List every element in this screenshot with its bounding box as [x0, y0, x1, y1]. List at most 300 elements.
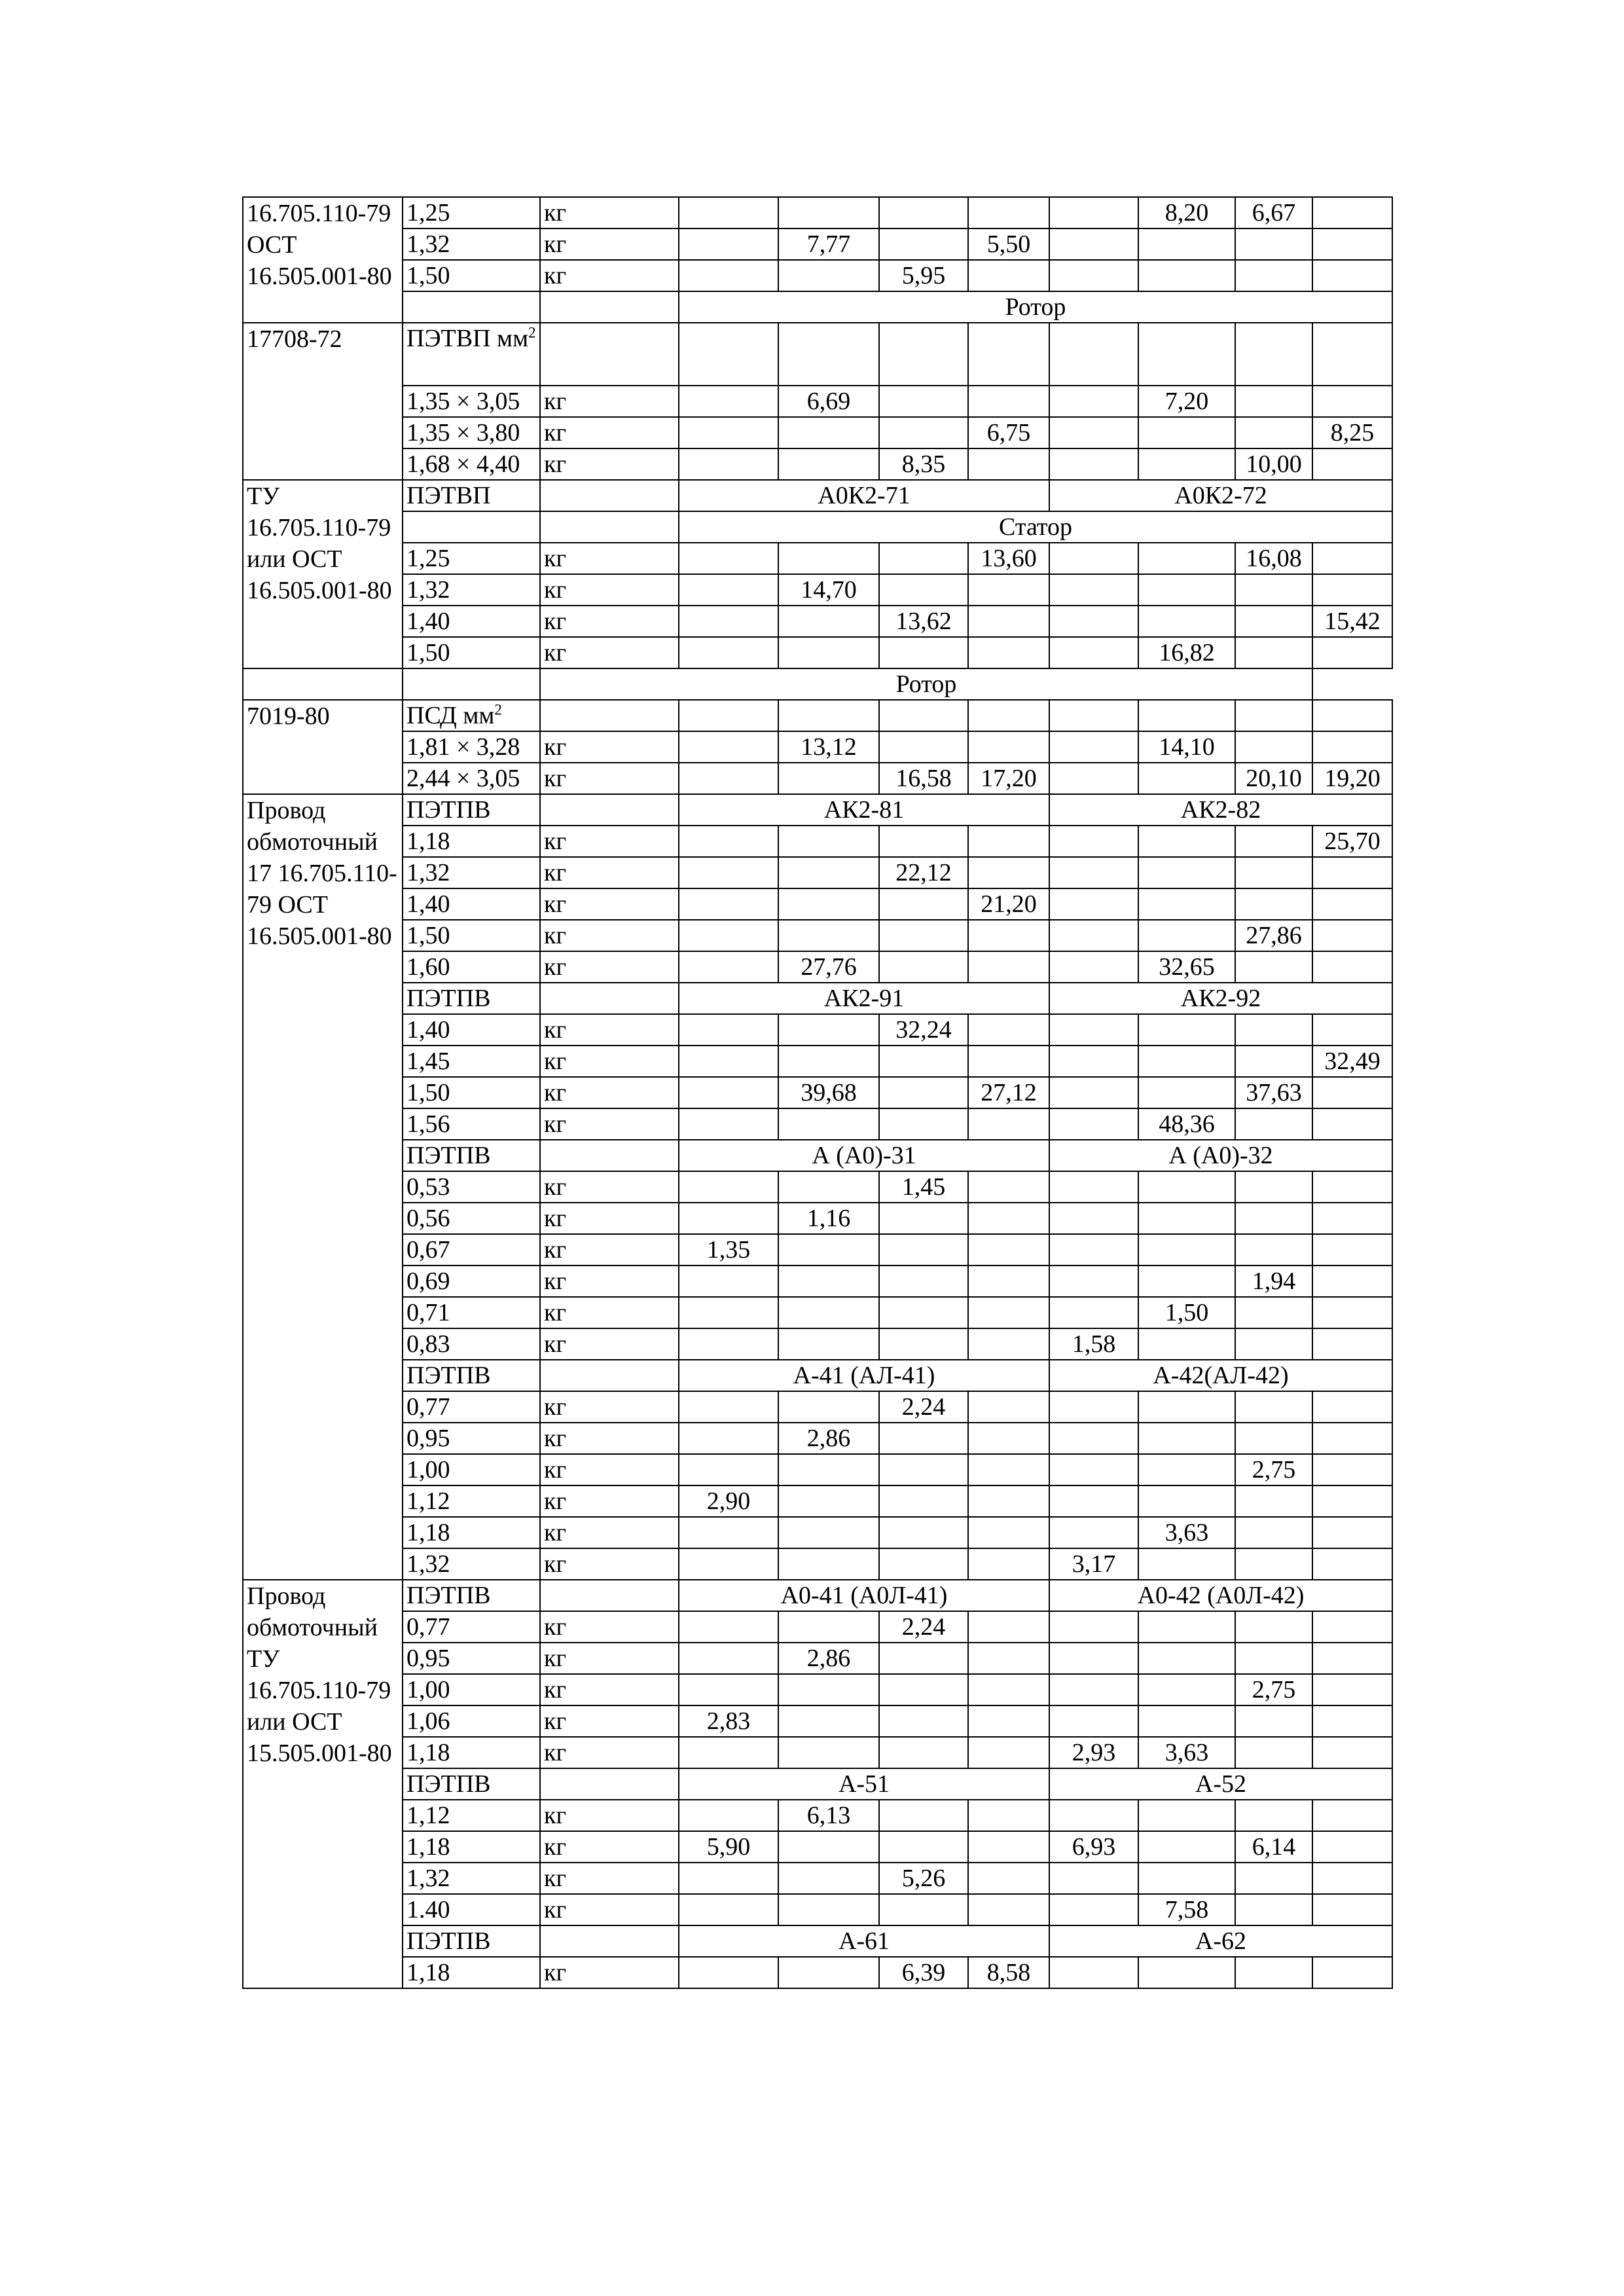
value-cell: 1,58 [1049, 1328, 1138, 1360]
unit-cell [540, 291, 679, 323]
table-row [243, 574, 1392, 606]
value-cell [1312, 1957, 1392, 1988]
wire-type-cell: ПЭТПВ [403, 1925, 540, 1957]
table-row [243, 260, 1392, 291]
value-cell [968, 1014, 1049, 1046]
table-row [243, 731, 1392, 763]
value-cell [1138, 1863, 1235, 1894]
value-cell [879, 1423, 968, 1454]
value-cell [1312, 260, 1392, 291]
value-cell [778, 448, 879, 480]
value-cell [1049, 323, 1138, 386]
value-cell [679, 1423, 778, 1454]
unit-cell: кг [540, 1705, 679, 1737]
value-cell: 37,63 [1235, 1077, 1312, 1108]
value-cell [778, 1611, 879, 1643]
value-cell [1235, 857, 1312, 888]
value-cell: 16,82 [1138, 637, 1235, 668]
value-cell [968, 1203, 1049, 1234]
value-cell: 14,70 [778, 574, 879, 606]
table-row [243, 668, 1392, 700]
value-cell: 22,12 [879, 857, 968, 888]
value-cell [679, 1108, 778, 1140]
value-cell [968, 857, 1049, 888]
unit-cell: кг [540, 228, 679, 260]
value-cell [968, 951, 1049, 983]
unit-cell: кг [540, 417, 679, 448]
unit-cell: кг [540, 637, 679, 668]
wire-size-cell: 1,25 [403, 543, 540, 574]
value-cell [879, 1643, 968, 1674]
value-cell [679, 1611, 778, 1643]
wire-size-cell: 0,95 [403, 1643, 540, 1674]
value-cell [1049, 386, 1138, 417]
wire-size-cell: 1.40 [403, 1894, 540, 1925]
wire-size-cell: 1,35 × 3,80 [403, 417, 540, 448]
table-row [243, 1360, 1392, 1391]
unit-cell [540, 323, 679, 386]
value-cell [1138, 1957, 1235, 1988]
value-cell: 6,75 [968, 417, 1049, 448]
table-row [243, 1046, 1392, 1077]
model-header-b: А0К2-72 [1049, 480, 1392, 511]
value-cell: 32,49 [1312, 1046, 1392, 1077]
value-cell: 27,86 [1235, 920, 1312, 951]
value-cell [1312, 1391, 1392, 1423]
value-cell [1049, 1203, 1138, 1234]
value-cell [1049, 1517, 1138, 1548]
value-cell [1049, 1863, 1138, 1894]
value-cell: 16,08 [1235, 543, 1312, 574]
value-cell [1312, 1203, 1392, 1234]
wire-consumption-table [242, 196, 1393, 1989]
value-cell: 3,63 [1138, 1517, 1235, 1548]
section-header-cell: Статор [679, 511, 1392, 543]
value-cell [679, 386, 778, 417]
unit-cell: кг [540, 1800, 679, 1831]
value-cell [679, 1800, 778, 1831]
wire-size-cell: 1,40 [403, 888, 540, 920]
value-cell [879, 1234, 968, 1266]
value-cell [1312, 1077, 1392, 1108]
value-cell [1235, 606, 1312, 637]
wire-size-cell: 1,50 [403, 260, 540, 291]
value-cell: 3,63 [1138, 1737, 1235, 1768]
value-cell [679, 1266, 778, 1297]
value-cell [1312, 1611, 1392, 1643]
value-cell: 19,20 [1312, 763, 1392, 794]
value-cell: 6,13 [778, 1800, 879, 1831]
unit-cell: кг [540, 260, 679, 291]
unit-cell: кг [540, 888, 679, 920]
model-header-a: А (А0)-31 [679, 1140, 1049, 1171]
value-cell [879, 1831, 968, 1863]
value-cell [1235, 951, 1312, 983]
value-cell: 6,69 [778, 386, 879, 417]
value-cell [1049, 197, 1138, 228]
wire-size-cell: 1,00 [403, 1674, 540, 1705]
unit-cell: кг [540, 606, 679, 637]
value-cell [1049, 1800, 1138, 1831]
table-row [243, 888, 1392, 920]
value-cell [679, 543, 778, 574]
unit-cell: кг [540, 448, 679, 480]
model-header-a: АК2-91 [679, 983, 1049, 1014]
value-cell [1312, 323, 1392, 386]
wire-size-cell: 1,32 [403, 1863, 540, 1894]
value-cell [1138, 763, 1235, 794]
value-cell [778, 1266, 879, 1297]
table-row [243, 1014, 1392, 1046]
value-cell [679, 1203, 778, 1234]
value-cell [1049, 888, 1138, 920]
value-cell [1138, 1328, 1235, 1360]
table-row [243, 1863, 1392, 1894]
doc-reference-cell: Провод обмоточный ТУ 16.705.110-79 или ОСТ 15.505.001-80 [243, 1580, 403, 1988]
wire-size-cell: 0,56 [403, 1203, 540, 1234]
value-cell [1235, 1517, 1312, 1548]
model-header-a: А-41 (АЛ-41) [679, 1360, 1049, 1391]
value-cell [1049, 700, 1138, 731]
value-cell [968, 1643, 1049, 1674]
value-cell [1312, 1266, 1392, 1297]
doc-reference-cell: 16.705.110-79 ОСТ 16.505.001-80 [243, 197, 403, 323]
wire-size-cell: 1,12 [403, 1800, 540, 1831]
value-cell [1049, 448, 1138, 480]
value-cell [879, 731, 968, 763]
value-cell [968, 1046, 1049, 1077]
table-row [243, 417, 1392, 448]
value-cell [968, 700, 1049, 731]
value-cell: 17,20 [968, 763, 1049, 794]
value-cell [679, 574, 778, 606]
wire-size-cell: 1,60 [403, 951, 540, 983]
table-row [243, 1894, 1392, 1925]
value-cell [879, 1485, 968, 1517]
value-cell [1049, 1894, 1138, 1925]
value-cell [1138, 228, 1235, 260]
wire-size-cell: 1,56 [403, 1108, 540, 1140]
value-cell [679, 417, 778, 448]
wire-type-cell: ПЭТПВ [403, 794, 540, 826]
model-header-b: А (А0)-32 [1049, 1140, 1392, 1171]
value-cell [1312, 228, 1392, 260]
table-row [243, 1203, 1392, 1234]
value-cell [679, 323, 778, 386]
value-cell [1235, 228, 1312, 260]
value-cell [879, 386, 968, 417]
table-row [243, 1580, 1392, 1611]
value-cell [1312, 1423, 1392, 1454]
table-row [243, 1266, 1392, 1297]
value-cell [1312, 1517, 1392, 1548]
value-cell [1235, 1485, 1312, 1517]
unit-cell [403, 668, 540, 700]
value-cell [778, 1297, 879, 1328]
value-cell [1138, 1266, 1235, 1297]
value-cell [1049, 826, 1138, 857]
value-cell [679, 1077, 778, 1108]
value-cell [1312, 1800, 1392, 1831]
value-cell [1312, 543, 1392, 574]
value-cell [679, 1894, 778, 1925]
value-cell [968, 1454, 1049, 1485]
value-cell [679, 763, 778, 794]
wire-size-cell: 2,44 × 3,05 [403, 763, 540, 794]
unit-cell: кг [540, 1548, 679, 1580]
value-cell [1138, 1234, 1235, 1266]
value-cell [778, 606, 879, 637]
table-row [243, 826, 1392, 857]
value-cell [679, 606, 778, 637]
unit-cell [540, 700, 679, 731]
value-cell [1312, 1108, 1392, 1140]
value-cell [1235, 1234, 1312, 1266]
value-cell [1049, 1611, 1138, 1643]
value-cell [1235, 1737, 1312, 1768]
wire-cell [243, 668, 403, 700]
unit-cell [540, 1140, 679, 1171]
value-cell [679, 1328, 778, 1360]
unit-cell [540, 1925, 679, 1957]
value-cell [968, 448, 1049, 480]
value-cell [1138, 888, 1235, 920]
unit-cell [540, 794, 679, 826]
value-cell [778, 1957, 879, 1988]
value-cell [679, 1674, 778, 1705]
doc-reference-cell: 7019-80 [243, 700, 403, 794]
unit-cell: кг [540, 1485, 679, 1517]
value-cell: 27,12 [968, 1077, 1049, 1108]
value-cell [778, 1108, 879, 1140]
value-cell [968, 1705, 1049, 1737]
wire-size-cell: 1,32 [403, 228, 540, 260]
value-cell: 5,95 [879, 260, 968, 291]
value-cell [1235, 417, 1312, 448]
unit-cell [540, 1360, 679, 1391]
value-cell [1312, 857, 1392, 888]
value-cell [879, 1328, 968, 1360]
value-cell: 15,42 [1312, 606, 1392, 637]
value-cell [1235, 1705, 1312, 1737]
value-cell [879, 228, 968, 260]
wire-size-cell: 1,50 [403, 637, 540, 668]
value-cell [1312, 448, 1392, 480]
value-cell [1138, 448, 1235, 480]
model-header-b: А-52 [1049, 1768, 1392, 1800]
value-cell [1138, 1831, 1235, 1863]
value-cell: 8,25 [1312, 417, 1392, 448]
value-cell [1312, 1014, 1392, 1046]
value-cell [879, 1548, 968, 1580]
value-cell [1235, 1643, 1312, 1674]
value-cell [968, 1328, 1049, 1360]
value-cell [968, 1737, 1049, 1768]
wire-size-cell: 0,83 [403, 1328, 540, 1360]
doc-reference-cell: ТУ 16.705.110-79 или ОСТ 16.505.001-80 [243, 480, 403, 668]
value-cell [679, 951, 778, 983]
table-row [243, 637, 1392, 668]
wire-size-cell: 0,95 [403, 1423, 540, 1454]
wire-size-cell: 0,77 [403, 1391, 540, 1423]
table-row [243, 951, 1392, 983]
wire-size-cell: 1,50 [403, 920, 540, 951]
value-cell [968, 1674, 1049, 1705]
wire-size-cell: 1,45 [403, 1046, 540, 1077]
wire-size-cell: 0,53 [403, 1171, 540, 1203]
value-cell: 21,20 [968, 888, 1049, 920]
value-cell [679, 1391, 778, 1423]
value-cell [1049, 1454, 1138, 1485]
table-row [243, 1643, 1392, 1674]
value-cell [1235, 1391, 1312, 1423]
wire-size-cell: 1,32 [403, 1548, 540, 1580]
value-cell: 1,45 [879, 1171, 968, 1203]
value-cell [1235, 1611, 1312, 1643]
value-cell: 8,58 [968, 1957, 1049, 1988]
value-cell [968, 1297, 1049, 1328]
value-cell: 25,70 [1312, 826, 1392, 857]
value-cell [679, 1014, 778, 1046]
value-cell: 2,83 [679, 1705, 778, 1737]
unit-cell: кг [540, 574, 679, 606]
value-cell [1235, 1297, 1312, 1328]
value-cell [1138, 1485, 1235, 1517]
value-cell [1138, 920, 1235, 951]
wire-size-cell: 1,35 × 3,05 [403, 386, 540, 417]
unit-cell: кг [540, 826, 679, 857]
table-row [243, 1768, 1392, 1800]
value-cell [1312, 637, 1392, 668]
value-cell [679, 1046, 778, 1077]
table-row [243, 511, 1392, 543]
value-cell [778, 1485, 879, 1517]
value-cell [679, 1863, 778, 1894]
value-cell [679, 731, 778, 763]
value-cell [1138, 1423, 1235, 1454]
table-row [243, 197, 1392, 228]
value-cell [679, 857, 778, 888]
table-row [243, 700, 1392, 731]
model-header-b: АК2-92 [1049, 983, 1392, 1014]
table-row [243, 1705, 1392, 1737]
value-cell [879, 920, 968, 951]
value-cell [1049, 1077, 1138, 1108]
value-cell [1049, 1957, 1138, 1988]
value-cell [679, 260, 778, 291]
value-cell [968, 574, 1049, 606]
value-cell [1312, 1328, 1392, 1360]
value-cell [1138, 1643, 1235, 1674]
unit-cell: кг [540, 1643, 679, 1674]
value-cell [1049, 543, 1138, 574]
unit-cell: кг [540, 1454, 679, 1485]
table-row [243, 1548, 1392, 1580]
unit-cell: кг [540, 543, 679, 574]
table-row [243, 543, 1392, 574]
value-cell [679, 1737, 778, 1768]
value-cell [879, 1737, 968, 1768]
wire-size-cell: 1,40 [403, 1014, 540, 1046]
value-cell [968, 1517, 1049, 1548]
wire-size-cell: 1,50 [403, 1077, 540, 1108]
value-cell: 5,26 [879, 1863, 968, 1894]
value-cell [1138, 826, 1235, 857]
value-cell [1049, 1705, 1138, 1737]
value-cell [778, 1894, 879, 1925]
unit-cell: кг [540, 1234, 679, 1266]
table-row [243, 386, 1392, 417]
value-cell [778, 1328, 879, 1360]
value-cell [679, 1517, 778, 1548]
value-cell [968, 637, 1049, 668]
value-cell [1312, 1643, 1392, 1674]
value-cell: 2,24 [879, 1391, 968, 1423]
value-cell [1235, 1548, 1312, 1580]
value-cell: 2,24 [879, 1611, 968, 1643]
wire-size-cell: 1,12 [403, 1485, 540, 1517]
value-cell [1312, 1705, 1392, 1737]
table-row [243, 1423, 1392, 1454]
table-row [243, 794, 1392, 826]
unit-cell: кг [540, 1737, 679, 1768]
value-cell [879, 1894, 968, 1925]
value-cell [1235, 1203, 1312, 1234]
value-cell [1235, 731, 1312, 763]
value-cell: 13,12 [778, 731, 879, 763]
value-cell [1312, 1454, 1392, 1485]
value-cell [778, 323, 879, 386]
value-cell [968, 1171, 1049, 1203]
value-cell [1049, 1234, 1138, 1266]
value-cell [879, 951, 968, 983]
unit-cell: кг [540, 386, 679, 417]
table-row [243, 1831, 1392, 1863]
value-cell [1138, 1203, 1235, 1234]
section-header-cell: Ротор [679, 291, 1392, 323]
value-cell [879, 323, 968, 386]
table-row [243, 1391, 1392, 1423]
value-cell [679, 637, 778, 668]
value-cell [778, 417, 879, 448]
value-cell [778, 1517, 879, 1548]
wire-size-cell: ПСД $мм^2$ [403, 700, 540, 731]
value-cell [879, 1674, 968, 1705]
value-cell [1049, 1297, 1138, 1328]
table-row [243, 480, 1392, 511]
doc-reference-cell: Провод обмоточный 17 16.705.110-79 ОСТ 16.505.001-80 [243, 794, 403, 1580]
value-cell: 39,68 [778, 1077, 879, 1108]
value-cell: 2,86 [778, 1423, 879, 1454]
wire-size-cell: 0,71 [403, 1297, 540, 1328]
value-cell: 16,58 [879, 763, 968, 794]
value-cell [1138, 260, 1235, 291]
wire-type-cell: ПЭТПВ [403, 1768, 540, 1800]
value-cell [1049, 731, 1138, 763]
value-cell [1312, 386, 1392, 417]
value-cell [1138, 417, 1235, 448]
table-row [243, 606, 1392, 637]
value-cell [679, 1297, 778, 1328]
value-cell [778, 197, 879, 228]
value-cell: 1,94 [1235, 1266, 1312, 1297]
table-row [243, 1957, 1392, 1988]
value-cell: 7,20 [1138, 386, 1235, 417]
value-cell [1235, 1894, 1312, 1925]
value-cell [968, 731, 1049, 763]
value-cell [1049, 1046, 1138, 1077]
value-cell [778, 1737, 879, 1768]
